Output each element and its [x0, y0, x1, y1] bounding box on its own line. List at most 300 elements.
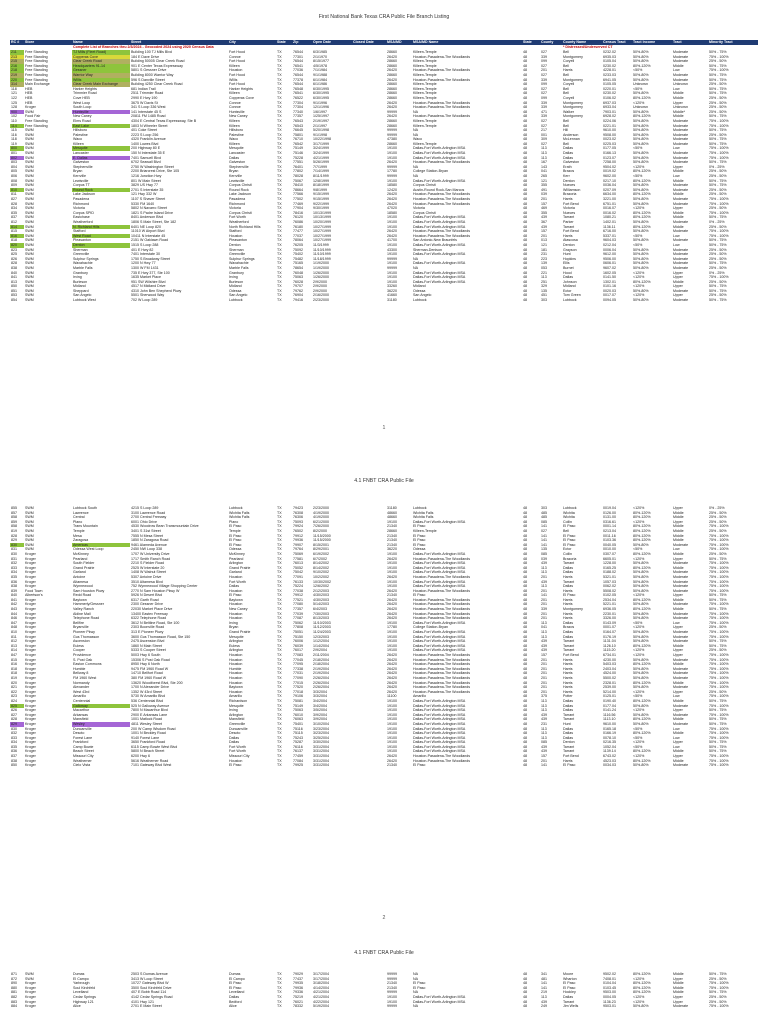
table-cell: 1515 S Loop 288 [131, 242, 159, 247]
table-cell: Fort Bend [563, 229, 579, 234]
table-cell: 79936 [293, 538, 303, 543]
table-cell: 0190.40 [603, 698, 616, 703]
table-cell: Dallas-Fort Worth-Arlington MSA [413, 712, 466, 717]
table-cell: 80%-120% [633, 758, 651, 763]
table-cell: Upper [673, 593, 683, 598]
branch-name-cell: Willis [72, 78, 130, 83]
branch-name-cell: West Road [72, 234, 130, 239]
table-cell: 838 [11, 584, 17, 589]
table-cell: Building 4250 Clear Creek Road [131, 82, 183, 87]
table-cell: Burleson [229, 279, 244, 284]
branch-name-cell: Corpus SPID [73, 210, 94, 215]
table-cell: 41700 [387, 238, 397, 243]
table-cell: Free Standing [25, 72, 48, 77]
table-cell: Moderate [673, 252, 689, 257]
table-cell: TX [277, 247, 282, 252]
page-title: 4.1 FNBT CRA Public File [354, 478, 414, 484]
table-cell: 819 [11, 528, 17, 533]
table-cell: 2534.04 [603, 597, 616, 602]
table-cell: 5003 Hwy 6 South [131, 653, 161, 657]
table-cell: TX [277, 169, 282, 174]
table-cell: Dallas-Fort Worth-Arlington MSA [413, 270, 466, 275]
table-cell: 48 [523, 653, 527, 657]
table-cell: Kroger [25, 749, 36, 754]
table-cell: TX [277, 985, 282, 990]
table-cell: 0217.10 [603, 178, 616, 183]
table-cell: 25% - 50% [709, 82, 727, 87]
table-cell: 17780 [387, 169, 397, 174]
table-cell: 50% - 75% [709, 749, 727, 754]
table-cell: TX [277, 763, 282, 768]
table-cell: 085 [541, 519, 547, 524]
table-cell: 821 [11, 685, 17, 690]
table-cell: Houston-Pasadena-The Woodlands [413, 160, 471, 165]
branch-name-cell: Beach Street [73, 749, 94, 754]
table-cell: Houston [229, 680, 243, 685]
table-cell: 75063 [293, 275, 303, 280]
table-cell: 2303 Boonville Road [131, 625, 165, 630]
table-cell: 48 [523, 123, 527, 128]
table-cell: 814 [11, 648, 17, 653]
table-cell: TX [277, 694, 282, 699]
table-cell: 1001 N Beckley Road [131, 731, 166, 736]
table-cell: TX [277, 680, 282, 685]
branch-name-cell: Elms Road [73, 118, 91, 123]
table-cell: TX [277, 293, 282, 298]
branch-name-cell: FM 1960 West [73, 675, 97, 680]
table-cell: Tarrant [563, 561, 575, 566]
branch-name-cell: Killeen [73, 141, 84, 146]
branch-name-cell: Sam Houston Pkwy [73, 588, 105, 593]
table-cell: 6941.05 [603, 77, 616, 82]
table-cell: TX [277, 671, 282, 676]
table-cell: 113 [541, 275, 547, 280]
table-cell: 157 [541, 201, 547, 206]
table-cell: 7800 N Macarthur Blvd [131, 708, 168, 713]
table-cell: Kroger [25, 579, 36, 584]
table-cell: 1/25/1997 [313, 114, 329, 119]
table-cell: 099 [541, 95, 547, 100]
table-cell: TX [277, 519, 282, 524]
table-cell: Moderate [673, 616, 689, 621]
table-cell: 8/13/2003 [313, 616, 329, 621]
table-cell: 5221.01 [603, 602, 616, 607]
table-cell: Kroger [25, 662, 36, 667]
table-cell: 113 [541, 731, 547, 736]
table-cell: 200 Highway 80 E [131, 146, 161, 151]
table-cell: 79762 [293, 288, 303, 293]
table-cell: 085 [541, 740, 547, 745]
table-cell: 7555 N Mesa Street [131, 533, 163, 538]
table-cell: 4/14/2004 [313, 985, 329, 990]
table-cell: 75% - 100% [709, 146, 729, 151]
table-cell: Killeen-Temple [413, 95, 437, 100]
table-cell: 702 W Loop 289 [131, 298, 158, 303]
table-cell: 7/30/2003 [313, 611, 329, 616]
table-cell: Galveston [229, 160, 246, 165]
table-cell: TX [277, 146, 282, 151]
table-cell: SWM [25, 524, 34, 529]
table-cell: Houston [229, 611, 243, 616]
table-cell: Lubbock [413, 506, 427, 510]
table-cell: 48 [523, 293, 527, 298]
table-cell: <50% [633, 68, 643, 73]
table-cell: Baytown [229, 597, 243, 602]
table-cell: <120% [633, 976, 645, 981]
table-cell: 1860 N Main Street [131, 643, 162, 648]
table-cell: Johnson [563, 279, 577, 284]
table-cell: 119 [11, 141, 17, 146]
table-cell: 6/30/1995 [313, 95, 329, 100]
table-cell: 75% - 100% [709, 118, 729, 123]
table-cell: 840 [11, 270, 17, 275]
branch-name-cell: Highway 121 [73, 999, 94, 1004]
table-cell: 4230.00 [603, 657, 616, 662]
table-cell: 0216.35 [603, 740, 616, 745]
table-cell: TX [277, 192, 282, 197]
table-cell: Moderate [673, 288, 689, 293]
table-cell: McLennan [563, 137, 580, 142]
table-cell: 48 [523, 275, 527, 280]
table-cell: <50% [633, 620, 643, 625]
table-cell: 0213.04 [603, 528, 616, 533]
table-cell: TX [277, 233, 282, 238]
branch-name-cell: Garland [73, 570, 86, 575]
table-cell: Kroger [25, 574, 36, 579]
table-cell: TX [277, 298, 282, 303]
branch-name-cell: Forest Lane [73, 735, 93, 740]
table-cell: 79935 [293, 981, 303, 986]
table-cell: 48 [523, 542, 527, 547]
table-cell: 75% - 100% [709, 657, 729, 662]
table-cell: Fort Hood [229, 50, 245, 54]
column-header: City [228, 40, 276, 45]
table-cell: Lubbock [563, 506, 577, 510]
table-cell: Killeen-Temple [413, 82, 437, 87]
table-cell: 9610.00 [603, 128, 616, 133]
table-cell: 48 [523, 574, 527, 579]
table-cell: 818 [11, 238, 17, 243]
branch-name-cell: N. Richland Hills [72, 225, 130, 230]
table-cell: 50% - 75% [709, 972, 727, 976]
table-cell: 0034.03 [603, 763, 616, 768]
table-cell: 75% - 100% [709, 735, 729, 740]
table-cell: Midland [229, 284, 242, 289]
table-cell: Moderate [673, 187, 689, 192]
table-cell: Mesquite [229, 634, 244, 639]
table-cell: Odessa [413, 288, 426, 293]
table-cell: Harris [563, 675, 573, 680]
table-cell: 79707 [293, 284, 303, 289]
branch-name-cell: Sulphur Springs [73, 256, 99, 261]
table-cell: Dallas-Fort Worth-Arlington MSA [413, 708, 466, 713]
table-cell: 4517 N Midland Drive [131, 284, 166, 289]
table-cell: Free Standing [25, 59, 48, 64]
table-cell: 26420 [387, 105, 397, 110]
table-cell: 50% - 75% [709, 284, 727, 289]
table-cell: TX [277, 616, 282, 621]
table-cell: Killeen-Temple [413, 86, 437, 91]
table-cell: 21340 [387, 524, 397, 529]
table-cell: 77378 [293, 77, 303, 82]
table-cell: 26420 [387, 653, 397, 657]
table-cell: Houston-Pasadena-The Woodlands [413, 574, 471, 579]
table-cell: 201 [541, 611, 547, 616]
table-cell: <50% [633, 694, 643, 699]
table-cell: 141 Interstate 45 S [131, 109, 162, 114]
table-cell: 26420 [387, 671, 397, 676]
table-cell: Dallas-Fort Worth-Arlington MSA [413, 519, 466, 524]
table-cell: Dallas [563, 630, 573, 635]
table-cell: 0% - 25% [709, 219, 725, 224]
table-cell: 19100 [387, 155, 397, 160]
table-cell: 31180 [387, 506, 397, 510]
table-cell: 76013 [293, 561, 303, 566]
table-cell: 26420 [387, 100, 397, 105]
table-cell: 4101 Hwy 121 [131, 999, 154, 1004]
table-cell: Kroger [25, 763, 36, 768]
table-cell: 1/14/2004 [313, 643, 329, 648]
table-cell: San Antonio-New Braunfels [413, 238, 457, 243]
table-cell: Bell [563, 123, 569, 128]
table-cell: 48 [523, 187, 527, 192]
table-cell: Houston [229, 616, 243, 621]
table-cell: 26420 [387, 616, 397, 621]
table-cell: 808 [11, 178, 17, 183]
table-cell: SWM [25, 515, 34, 520]
table-cell: 75% - 100% [709, 630, 729, 635]
table-cell: Dallas-Fort Worth-Arlington MSA [413, 643, 466, 648]
table-cell: 25% - 50% [709, 187, 727, 192]
table-cell: 2/9/2000 [313, 284, 327, 289]
table-cell: College Station-Bryan [413, 169, 448, 174]
table-cell: 26420 [387, 607, 397, 612]
table-cell: 0% - 25% [709, 506, 725, 510]
column-header: RC # [10, 40, 24, 45]
table-cell: 11/10/2003 [313, 620, 331, 625]
branch-name-cell: Pasadena [73, 197, 90, 201]
branch-name-cell: Denton [72, 243, 130, 248]
table-cell: El Paso [413, 593, 426, 598]
table-cell: 0225.03 [603, 141, 616, 146]
table-cell: 114 [10, 124, 24, 129]
table-cell: 50% - 75% [709, 597, 727, 602]
table-cell: Houston-Pasadena-The Woodlands [413, 653, 471, 657]
table-cell: Kroger [25, 675, 36, 680]
table-cell: 201 [541, 662, 547, 667]
table-cell: 2/9/2004 [313, 648, 327, 653]
table-cell: 76544 [293, 50, 303, 54]
table-cell: Bell [563, 528, 569, 533]
table-cell: 26420 [387, 588, 397, 593]
table-cell: 76522 [293, 95, 303, 100]
table-cell: 79912 [293, 593, 303, 598]
table-cell: Bell [563, 86, 569, 91]
table-cell: 26420 [387, 662, 397, 667]
table-cell: 48 [523, 141, 527, 146]
table-cell: 0001.14 [603, 524, 616, 529]
table-cell: 0062.02 [603, 584, 616, 589]
table-cell: 11/12/2003 [313, 625, 331, 630]
table-cell: 4/30/2003 [313, 597, 329, 602]
table-cell: 9604.03 [603, 238, 616, 243]
table-cell: 19100 [387, 994, 397, 999]
branch-name-cell: South Loop [73, 105, 92, 110]
table-cell: TX [277, 726, 282, 731]
table-cell: 0094.05 [603, 298, 616, 303]
table-cell: 50% - 75% [709, 72, 727, 77]
table-cell: 77551 [293, 160, 303, 165]
branch-name-cell: Huntsville [72, 110, 130, 115]
table-cell: Houston [229, 758, 243, 763]
table-cell: Albertson's [25, 593, 43, 598]
table-cell: 6322 Telephone Road [131, 616, 167, 621]
table-cell: 19100 [387, 712, 397, 717]
branch-name-cell: Mesquite [72, 146, 130, 151]
table-cell: El Paso [563, 981, 576, 986]
table-cell: SWM [25, 178, 34, 183]
table-cell: 6/30/1995 [313, 86, 329, 91]
table-cell: 25% - 50% [709, 265, 727, 270]
table-cell: 48 [523, 639, 527, 644]
table-cell: 6734.01 [603, 653, 616, 657]
branch-name-cell: Cove HEB [73, 95, 90, 100]
table-cell: 9607.02 [603, 265, 616, 270]
table-cell: 48 [523, 50, 527, 54]
table-cell: Middle [673, 528, 684, 533]
table-cell: 4530 Woodrow Bean Transmountain Drive [131, 524, 199, 529]
table-cell: SWM [25, 164, 34, 169]
table-cell: Fort Bend [563, 201, 579, 206]
table-cell: 41660 [387, 293, 397, 298]
table-cell: 1402.01 [603, 219, 616, 224]
table-cell: Ellis [563, 261, 570, 266]
table-cell: 75051 [293, 630, 303, 635]
table-cell: 118 [11, 86, 17, 91]
table-cell: Houston-Pasadena-The Woodlands [413, 611, 471, 616]
table-cell: 2990 E Hwy 190 [131, 95, 158, 100]
table-cell: 1139.14 [603, 749, 616, 754]
table-cell: 113 [541, 570, 547, 575]
table-cell: Dallas-Fort Worth-Arlington MSA [413, 215, 466, 220]
table-cell: 1352 W 43rd Street [131, 689, 163, 694]
table-cell: 76904 [293, 293, 303, 298]
table-cell: 801 W Main Street [131, 178, 161, 183]
table-cell: Houston [229, 675, 243, 680]
table-cell: 75% - 100% [709, 712, 729, 717]
table-cell: 19100 [387, 726, 397, 731]
table-cell: SWM [25, 238, 34, 243]
table-cell: Pasadena [229, 197, 246, 201]
table-cell: TX [277, 77, 282, 82]
table-cell: Middle [673, 279, 684, 284]
table-cell: 75% - 100% [709, 54, 729, 59]
table-cell: 216 [10, 64, 24, 69]
table-cell: Middle [673, 91, 684, 96]
table-cell: Kroger [25, 570, 36, 575]
table-cell: TX [277, 648, 282, 653]
table-cell: TX [277, 174, 282, 179]
table-cell: Richmond [229, 201, 246, 206]
table-cell: <120% [633, 740, 645, 745]
table-cell: 48 [523, 192, 527, 197]
table-cell: 813 [11, 279, 17, 284]
table-cell: 79924 [293, 524, 303, 529]
table-cell: 890 [11, 981, 17, 986]
table-cell: 75% - 100% [709, 616, 729, 621]
table-cell: Galveston [563, 160, 580, 165]
table-cell: Kroger [25, 726, 36, 731]
table-cell: 50%-80% [633, 132, 649, 137]
table-cell: 50% - 75% [709, 744, 727, 749]
branch-name-cell: Providence [73, 653, 91, 657]
table-cell: Dallas-Fort Worth-Arlington MSA [413, 252, 466, 257]
table-cell: Low [673, 735, 680, 740]
table-cell: 439 [541, 648, 547, 653]
table-cell: 48 [523, 735, 527, 740]
table-cell: 9610.00 [603, 721, 616, 726]
branch-name-cell: Cooper [73, 648, 85, 653]
table-cell: 78028 [293, 174, 303, 179]
table-cell: 76710 [293, 137, 303, 142]
table-cell: 76137 [293, 749, 303, 754]
table-cell: 80%-120% [633, 597, 651, 602]
table-cell: 121 Hwy 332 W [131, 192, 157, 197]
table-cell: Harris [563, 685, 573, 690]
branch-name-cell: Trans Mountain [73, 524, 98, 529]
table-cell: 48 [523, 164, 527, 169]
table-cell: 75% - 100% [709, 763, 729, 768]
table-cell: 48 [523, 731, 527, 736]
table-cell: 6401 NE Loop 820 [131, 224, 161, 229]
table-cell: 77304 [293, 105, 303, 110]
table-cell: 1707 W University Drive [131, 551, 170, 556]
table-cell: 48 [523, 616, 527, 621]
table-cell: 50%-80% [633, 602, 649, 607]
table-cell: 50%-80% [633, 666, 649, 671]
table-cell: Waco [413, 137, 423, 142]
table-cell: 75% - 100% [709, 579, 729, 584]
table-cell: 48 [523, 708, 527, 713]
table-cell: 75149 [293, 146, 303, 151]
table-cell: 17780 [387, 625, 397, 630]
table-cell: 0103.36 [603, 538, 616, 543]
table-cell: Mesquite [229, 703, 244, 708]
table-cell: 039 [541, 556, 547, 561]
table-cell: 231 [541, 721, 547, 726]
branch-name-cell: Amarillo [73, 694, 86, 699]
table-cell: 141 [541, 985, 547, 990]
table-cell: Unknown [633, 82, 648, 87]
table-cell: Tarrant [563, 749, 575, 754]
table-cell: 843 [11, 607, 17, 612]
table-cell: Erath [563, 164, 572, 169]
table-cell: Upper [673, 206, 683, 211]
table-cell: 50%-80% [633, 141, 649, 146]
table-cell: 115 [11, 128, 17, 133]
table-cell: TX [277, 643, 282, 648]
table-cell: 1400 Lowes Blvd [131, 141, 159, 146]
table-cell: 19100 [387, 708, 397, 713]
table-cell: <50% [633, 146, 643, 151]
table-cell: 48 [523, 657, 527, 662]
table-cell: 1717 Smith Ranch Road [131, 556, 171, 561]
table-cell: <120% [633, 708, 645, 713]
table-cell: 4310 John Ben Shepherd Pkwy [131, 288, 182, 293]
table-cell: Harris [563, 574, 573, 579]
table-cell: 10/27/1999 [313, 224, 331, 229]
table-cell: Kroger [25, 685, 36, 690]
